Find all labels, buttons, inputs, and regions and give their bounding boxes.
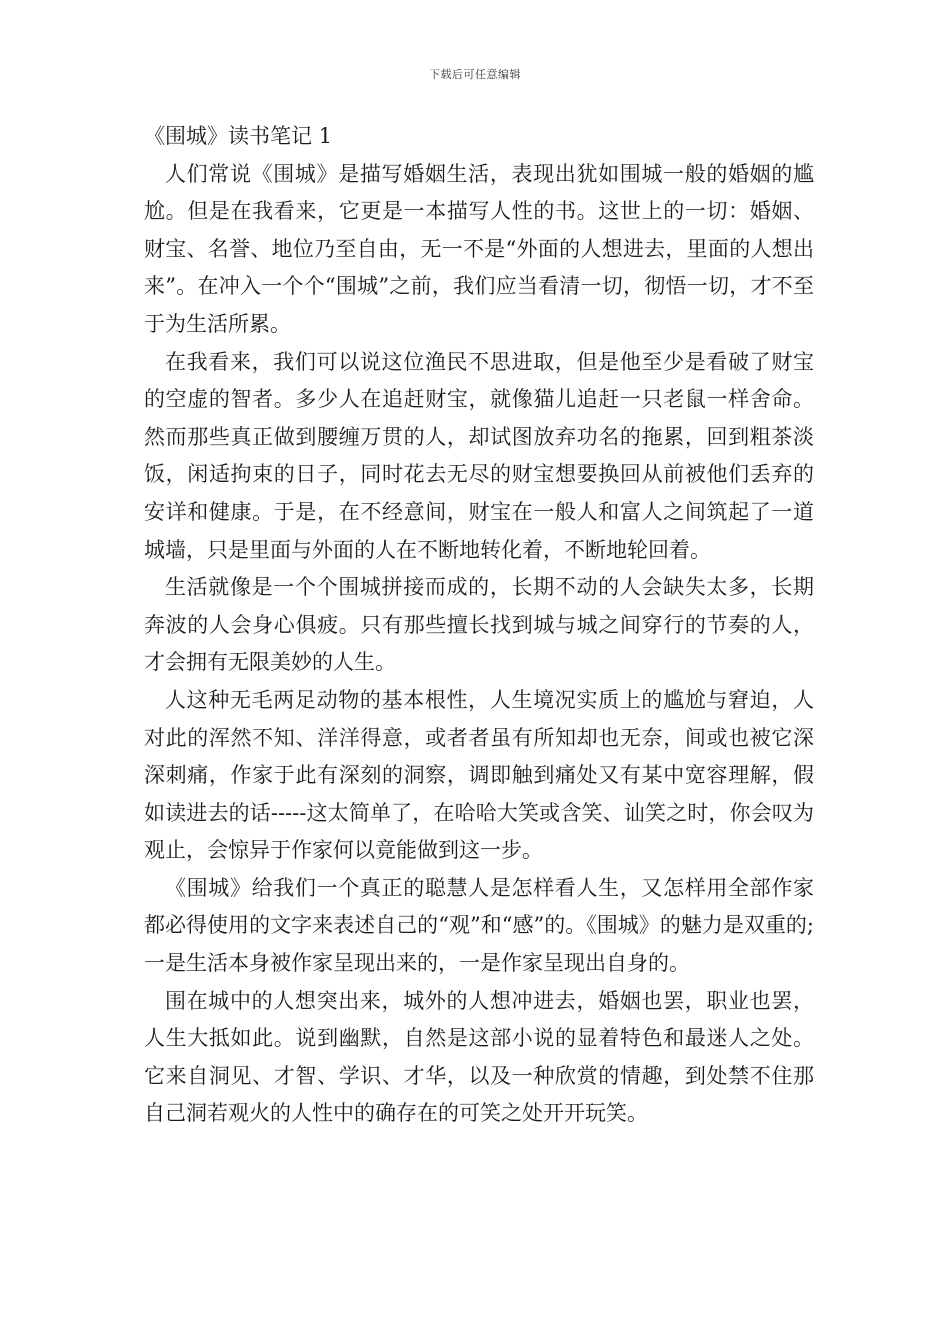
paragraph-5: 《围城》给我们一个真正的聪慧人是怎样看人生，又怎样用全部作家都必得使用的文字来表述自己的“观”和“感”的。《围城》的魅力是双重的;一是生活本身被作家呈现出来的，一是作家呈现出自身的。 bbox=[144, 875, 814, 976]
document-body bbox=[144, 118, 814, 1133]
paragraph-6: 围在城中的人想突出来，城外的人想冲进去，婚姻也罢，职业也罢，人生大抵如此。说到幽默，自然是这部小说的显着特色和最迷人之处。它来自洞见、才智、学识、才华，以及一种欣赏的情趣，到处禁不住那自己洞若观火的人性中的确存在的可笑之处开开玩笑。 bbox=[144, 988, 814, 1126]
document-title: 《围城》读书笔记 1 bbox=[144, 124, 333, 148]
page-header-note: 下载后可任意编辑 bbox=[429, 68, 521, 81]
paragraph-2: 在我看来，我们可以说这位渔民不思进取，但是他至少是看破了财宝的空虚的智者。多少人在追赶财宝，就像猫儿追赶一只老鼠一样舍命。然而那些真正做到腰缠万贯的人，却试图放弃功名的拖累，回到粗茶淡饭，闲适拘束的日子，同时花去无尽的财宝想要换回从前被他们丢弃的安详和健康。于是，在不经意间，财宝在一般人和富人之间筑起了一道城墙，只是里面与外面的人在不断地转化着，不断地轮回着。 bbox=[144, 349, 814, 562]
paragraph-4: 人这种无毛两足动物的基本根性，人生境况实质上的尴尬与窘迫，人对此的浑然不知、洋洋得意，或者者虽有所知却也无奈，间或也被它深深刺痛，作家于此有深刻的洞察，调即触到痛处又有某中宽容理解，假如读进去的话-----这太简单了，在哈哈大笑或含笑、讪笑之时，你会叹为观止，会惊异于作家何以竟能做到这一步。 bbox=[144, 687, 814, 863]
paragraph-3: 生活就像是一个个围城拼接而成的，长期不动的人会缺失太多，长期奔波的人会身心俱疲。只有那些擅长找到城与城之间穿行的节奏的人，才会拥有无限美妙的人生。 bbox=[144, 575, 814, 675]
paragraph-1: 人们常说《围城》是描写婚姻生活，表现出犹如围城一般的婚姻的尴尬。但是在我看来，它更是一本描写人性的书。这世上的一切：婚姻、财宝、名誉、地位乃至自由，无一不是“外面的人想进去，里面的人想出来”。在冲入一个个“围城”之前，我们应当看清一切，彻悟一切，才不至于为生活所累。 bbox=[144, 161, 814, 336]
